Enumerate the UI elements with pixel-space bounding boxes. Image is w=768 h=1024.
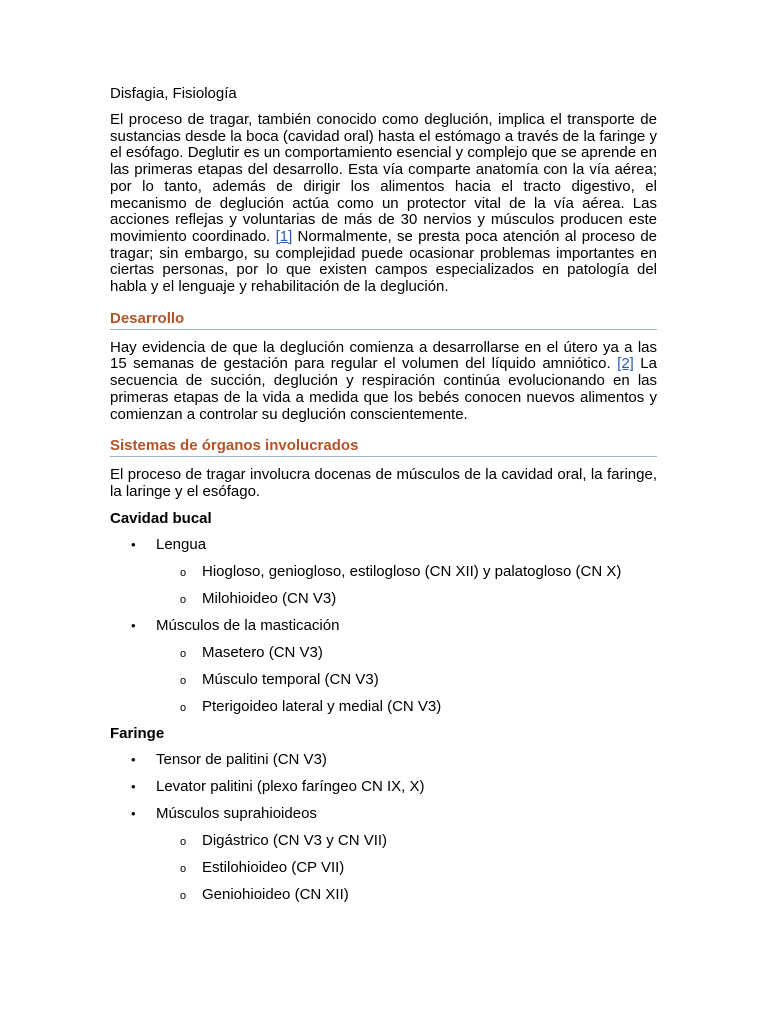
list-item — [110, 778, 657, 796]
list-item-label: Músculos suprahioideos — [156, 804, 317, 822]
list-item — [110, 805, 657, 904]
sublist — [156, 563, 657, 608]
sublist-item: o Geniohioideo (CN XII) — [110, 886, 657, 904]
section-heading-sistemas: Sistemas de órganos involucrados — [110, 437, 657, 457]
intro-text-a: El proceso de tragar, también conocido como deglución, implica el transporte de sustancias desde la boca (cavidad oral) hasta el estómago a través de la faringe y el esófago. Deglutir es un comportamiento esencial y complejo que se aprende en las primeras etapas del desarrollo. Esta vía comparte anatomía con la vía aérea; por lo tanto, además de dirigir los alimentos hacia el tracto digestivo, el mecanismo de deglución actúa como un protector vital de la vía aérea. Las acciones reflejas y voluntarias de más de 30 nervios y músculos producen este movimiento coordinado. — [110, 111, 657, 245]
subheading-faringe: Faringe — [110, 724, 165, 742]
sublist-item: o Pterigoideo lateral y medial (CN V3) — [110, 698, 657, 716]
list-item — [110, 751, 657, 769]
reference-link-2[interactable]: [2] — [617, 355, 634, 373]
sublist-item: o Masetero (CN V3) — [110, 644, 657, 662]
faringe-list — [110, 751, 657, 904]
document-body — [110, 85, 657, 913]
intro-paragraph — [110, 112, 657, 296]
subheading-cavidad-bucal: Cavidad bucal — [110, 509, 212, 527]
desarrollo-text-b: La secuencia de succión, deglución y respiración continúa evolucionando en las primeras etapas de la vida a medida que los bebés conocen nuevos alimentos y comienzan a controlar su deglución conscientemente. — [110, 355, 657, 423]
list-item — [110, 617, 657, 716]
list-item-label: Levator palitini (plexo faríngeo CN IX, X) — [156, 777, 425, 795]
list-item-label: Lengua — [156, 535, 207, 553]
list-item-label: Músculos de la masticación — [156, 616, 340, 634]
sublist-item: o Hiogloso, geniogloso, estilogloso (CN XII) y palatogloso (CN X) — [110, 563, 657, 581]
desarrollo-paragraph — [110, 340, 657, 424]
sublist — [156, 644, 657, 716]
cavidad-list — [110, 536, 657, 716]
list-item — [110, 536, 657, 608]
sublist-item: o Milohioideo (CN V3) — [110, 590, 657, 608]
reference-link-1[interactable]: [1] — [275, 227, 293, 245]
intro-text-b: Normalmente, se presta poca atención al proceso de tragar; sin embargo, su complejidad puede ocasionar problemas importantes en ciertas personas, por lo que existen campos especializados en patología del habla y el lenguaje y rehabilitación de la deglución. — [110, 227, 657, 296]
sistemas-paragraph: El proceso de tragar involucra docenas de músculos de la cavidad oral, la faringe, la laringe y el esófago. — [110, 466, 657, 500]
sublist-item: o Músculo temporal (CN V3) — [110, 671, 657, 689]
sublist — [156, 832, 657, 904]
desarrollo-text-a: Hay evidencia de que la deglución comienza a desarrollarse en el útero ya a las 15 semanas de gestación para regular el volumen del líquido amniótico. — [110, 338, 657, 373]
list-item-label: Tensor de palitini (CN V3) — [156, 750, 327, 768]
sublist-item: o Digástrico (CN V3 y CN VII) — [110, 832, 657, 850]
sublist-item: o Estilohioideo (CP VII) — [110, 859, 657, 877]
document-title: Disfagia, Fisiología — [110, 85, 237, 102]
section-heading-desarrollo: Desarrollo — [110, 310, 657, 330]
